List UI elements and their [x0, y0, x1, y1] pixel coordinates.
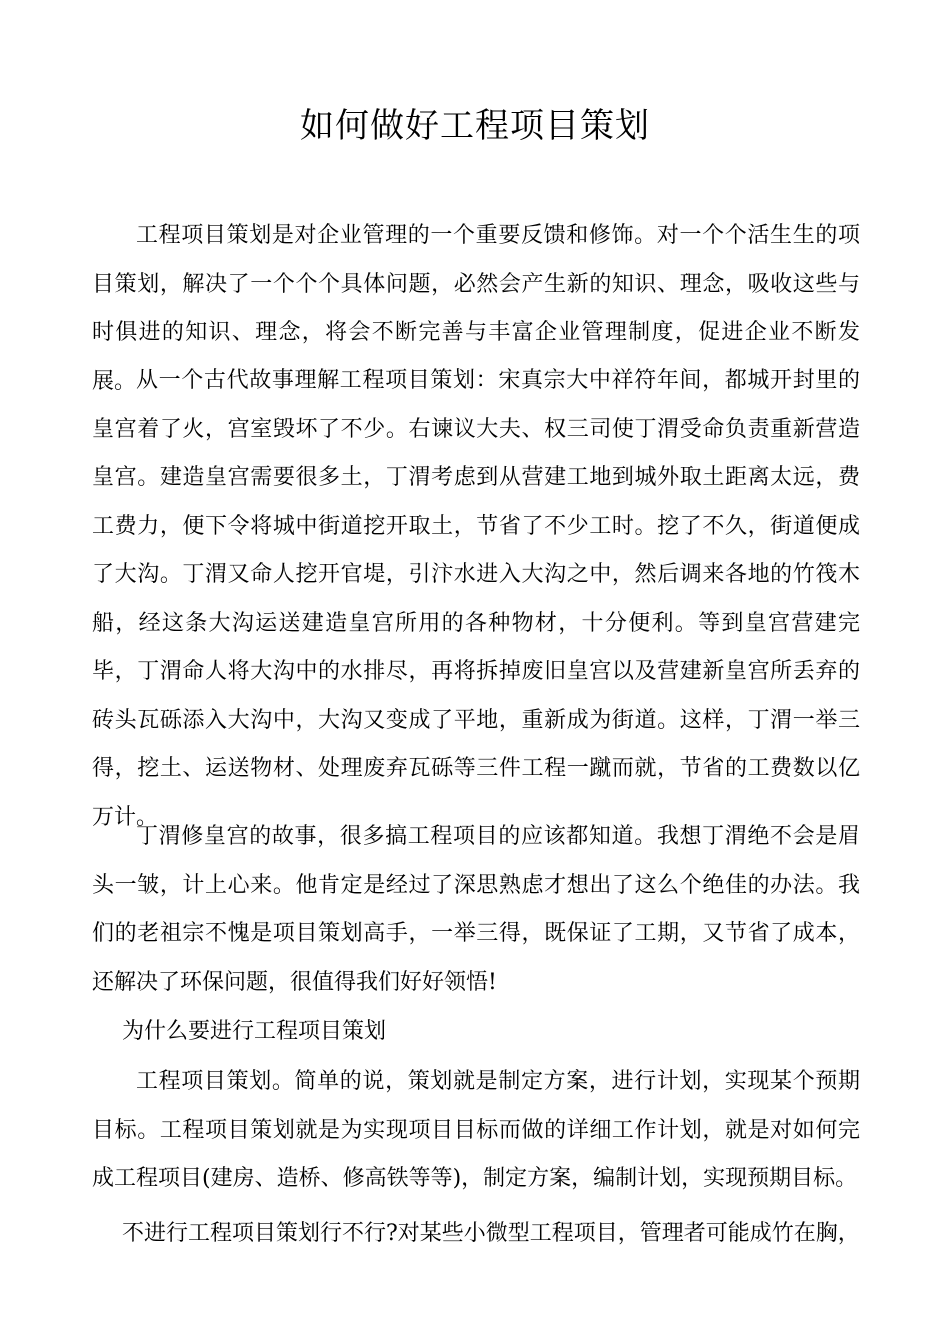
paragraph-ancient-story: 从一个古代故事理解工程项目策划：宋真宗大中祥符年间，都城开封里的皇宫着了火，宫室毁坏了不少。右谏议大夫、权三司使丁渭受命负责重新营造皇宫。建造皇宫需要很多土，丁渭考虑到从营建工地到城外取土距离太远，费工费力，便下令将城中街道挖开取土，节省了不少工时。挖了不久，街道便成了大沟。丁渭又命人挖开官堤，引汴水进入大沟之中，然后调来各地的竹筏木船，经这条大沟运送建造皇宫所用的各种物材，十分便利。等到皇宫营建完毕，丁渭命人将大沟中的水排尽，再将拆掉废旧皇宫以及营建新皇宫所丢弃的砖头瓦砾添入大沟中，大沟又变成了平地，重新成为街道。这样，丁渭一举三得，挖土、运送物材、处理废弃瓦砾等三件工程一蹴而就，节省的工费数以亿万计。 — [92, 368, 860, 830]
paragraph-story-reflection: 丁渭修皇宫的故事，很多搞工程项目的应该都知道。我想丁渭绝不会是眉头一皱，计上心来。他肯定是经过了深思熟虑才想出了这么个绝佳的办法。我们的老祖宗不愧是项目策划高手，一举三得，既保证了工期，又节省了成本，还解决了环保问题，很值得我们好好领悟! — [92, 824, 860, 995]
paragraph-definition: 工程项目策划。简单的说，策划就是制定方案，进行计划，实现某个预期目标。工程项目策划就是为实现项目目标而做的详细工作计划，就是对如何完成工程项目(建房、造桥、修高铁等等)，制定方案，编制计划，实现预期目标。 — [92, 1069, 860, 1191]
paragraph-necessity: 不进行工程项目策划行不行?对某些小微型工程项目，管理者可能成竹在胸， — [122, 1221, 860, 1246]
section-heading: 为什么要进行工程项目策划 — [122, 1019, 387, 1044]
document-title: 如何做好工程项目策划 — [300, 106, 650, 146]
paragraph-intro: 工程项目策划是对企业管理的一个重要反馈和修饰。对一个个活生生的项目策划，解决了一个个个具体问题，必然会产生新的知识、理念，吸收这些与时俱进的知识、理念，将会不断完善与丰富企业管理制度，促进企业不断发展。 — [92, 223, 860, 394]
